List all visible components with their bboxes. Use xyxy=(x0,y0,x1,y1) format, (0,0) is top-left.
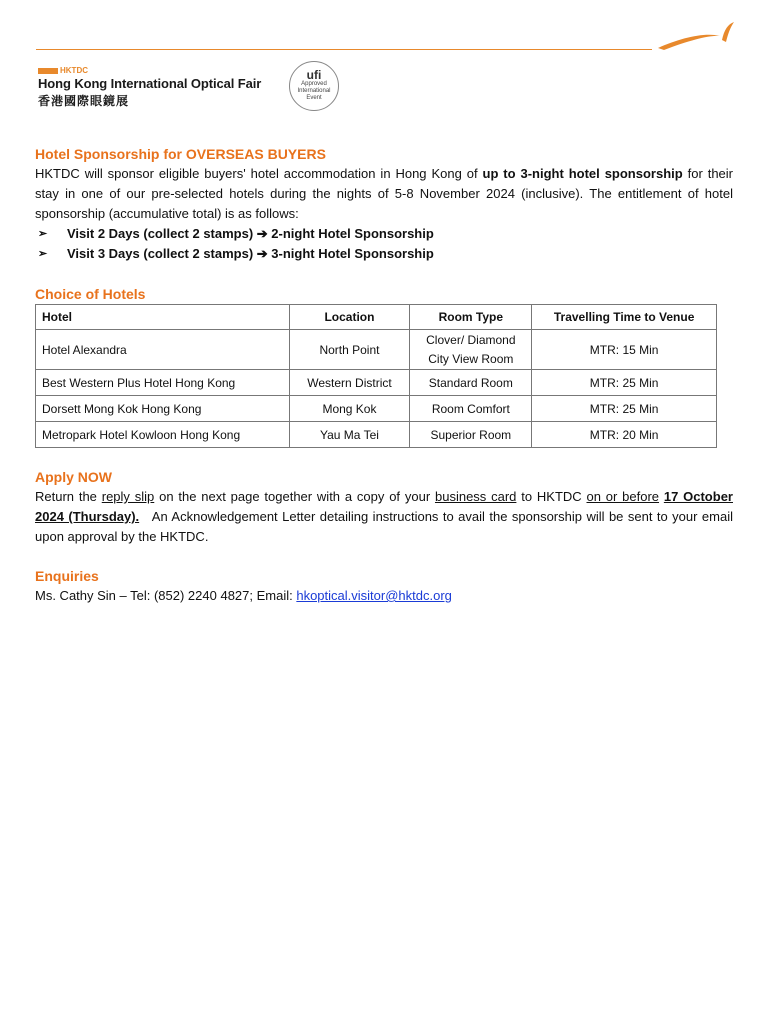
fair-logo xyxy=(38,66,261,109)
hotel-location: Mong Kok xyxy=(289,396,410,422)
column-header: Travelling Time to Venue xyxy=(532,305,717,330)
hotel-travel-time: MTR: 25 Min xyxy=(532,396,717,422)
hotel-location: Yau Ma Tei xyxy=(289,422,410,448)
apply-heading: Apply NOW xyxy=(35,469,112,485)
arrowhead-bullet-icon: ➢ xyxy=(38,248,48,260)
column-header: Hotel xyxy=(36,305,290,330)
enquiries-contact: Ms. Cathy Sin – Tel: (852) 2240 4827; Email: hkoptical.visitor@hktdc.org xyxy=(35,588,452,603)
header-rule xyxy=(36,49,652,50)
deadline-date: 17 October 2024 (Thursday). xyxy=(35,489,733,524)
hotel-room-type: Clover/ Diamond City View Room xyxy=(410,330,532,370)
sponsorship-heading: Hotel Sponsorship for OVERSEAS BUYERS xyxy=(35,146,326,162)
ufi-badge: ufi Approved International Event xyxy=(289,61,339,111)
brand-swoosh-icon xyxy=(650,18,740,58)
bullet-item: ➢ Visit 3 Days (collect 2 stamps) ➔ 3-night Hotel Sponsorship xyxy=(35,244,733,264)
fair-name-zh: 香港國際眼鏡展 xyxy=(38,94,130,108)
apply-paragraph: Return the reply slip on the next page together with a copy of your business card to HKTDC on or before 17 October 2024 (Thursday). An Acknowledgement Letter detailing instructions to avail the sponsorship will be sent to your email upon approval by the HKTDC. xyxy=(35,489,737,544)
bullet-item: ➢ Visit 2 Days (collect 2 stamps) ➔ 2-night Hotel Sponsorship xyxy=(35,224,733,244)
enquiries-heading: Enquiries xyxy=(35,568,99,584)
hotels-table xyxy=(35,304,717,448)
business-card-ref: business card xyxy=(434,489,517,504)
hotel-travel-time: MTR: 20 Min xyxy=(532,422,717,448)
hotel-name: Metropark Hotel Kowloon Hong Kong xyxy=(36,422,290,448)
hotels-heading: Choice of Hotels xyxy=(35,286,146,302)
hotel-room-type: Superior Room xyxy=(410,422,532,448)
table-row xyxy=(36,422,717,448)
table-header-row xyxy=(36,305,717,330)
table-row xyxy=(36,370,717,396)
email-link[interactable]: hkoptical.visitor@hktdc.org xyxy=(296,588,452,603)
hotel-room-type: Standard Room xyxy=(410,370,532,396)
hotel-travel-time: MTR: 25 Min xyxy=(532,370,717,396)
arrowhead-bullet-icon: ➢ xyxy=(38,228,48,240)
hotel-room-type: Room Comfort xyxy=(410,396,532,422)
hotel-name: Hotel Alexandra xyxy=(36,330,290,370)
reply-slip-ref: reply slip xyxy=(101,489,155,504)
hktdc-logo: HKTDC xyxy=(38,66,261,75)
hotel-travel-time: MTR: 15 Min xyxy=(532,330,717,370)
hotel-name: Dorsett Mong Kok Hong Kong xyxy=(36,396,290,422)
table-row xyxy=(36,330,717,370)
hotel-location: North Point xyxy=(289,330,410,370)
column-header: Location xyxy=(289,305,410,330)
document-body xyxy=(35,144,737,606)
sponsorship-intro: HKTDC will sponsor eligible buyers' hotel accommodation in Hong Kong of up to 3-night hotel sponsorship for their stay in one of our pre-selected hotels during the nights of 5-8 November 2024 (inclusive). The entitlement of hotel sponsorship (accumulative total) is as follows: xyxy=(35,166,733,221)
hotel-location: Western District xyxy=(289,370,410,396)
table-row xyxy=(36,396,717,422)
fair-name-en: Hong Kong International Optical Fair xyxy=(38,76,262,91)
column-header: Room Type xyxy=(410,305,532,330)
hotel-name: Best Western Plus Hotel Hong Kong xyxy=(36,370,290,396)
